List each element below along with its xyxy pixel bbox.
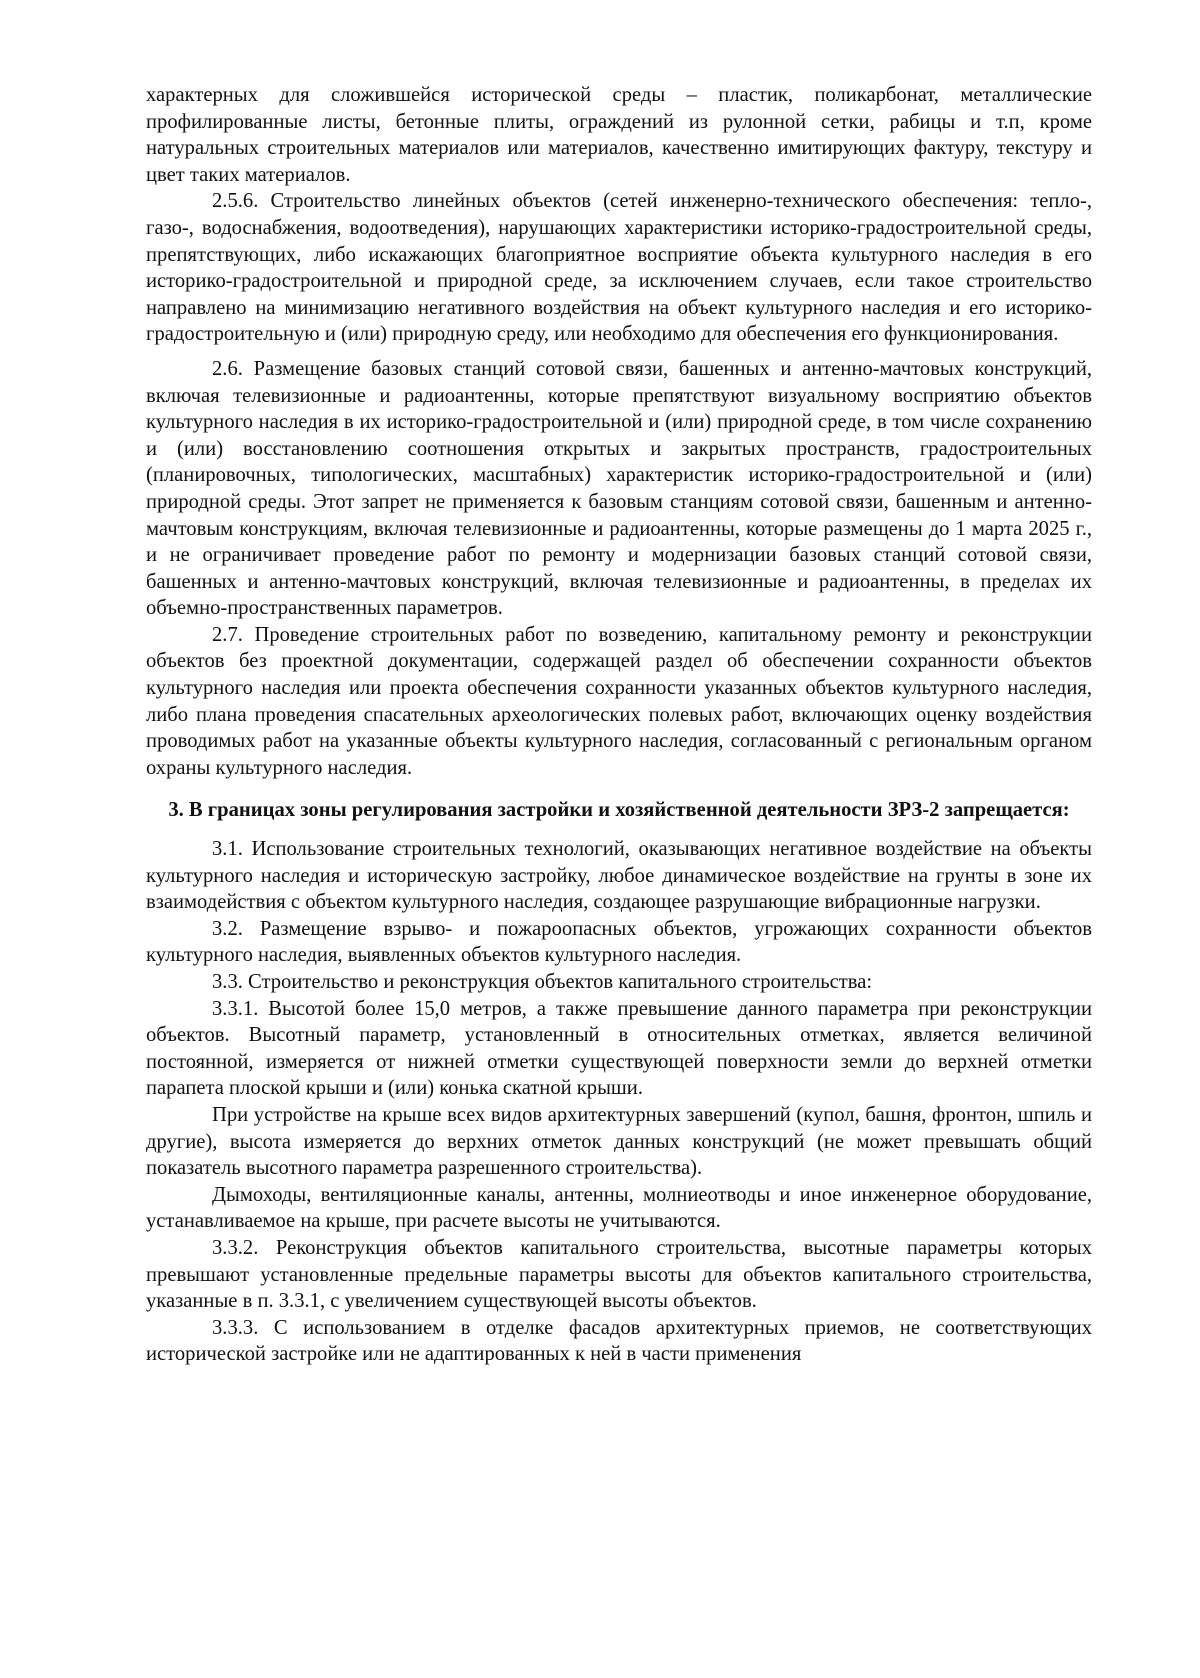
paragraph-3-3-1-chimneys: Дымоходы, вентиляционные каналы, антенны, молниеотводы и иное инженерное оборудование, устанавливаемое на крыше, при расчете высоты не учитываются.	[146, 1183, 1092, 1233]
paragraph-3-3-1: 3.3.1. Высотой более 15,0 метров, а также превышение данного параметра при реконструкции объектов. Высотный параметр, установленный в относительных отметках, является величиной постоянной, измеряется от нижней отметки существующей поверхности земли до верхней отметки парапета плоской крыши и (или) конька скатной крыши.	[146, 997, 1092, 1100]
paragraph-3-3: 3.3. Строительство и реконструкция объектов капитального строительства:	[212, 971, 873, 993]
paragraph-3-2: 3.2. Размещение взрыво- и пожароопасных объектов, угрожающих сохранности объектов культурного наследия, выявленных объектов культурного наследия.	[146, 917, 1092, 967]
paragraph-2-5-6: 2.5.6. Строительство линейных объектов (сетей инженерно-технического обеспечения: тепло-, газо-, водоснабжения, водоотведения), нарушающих характеристики историко-градостроительной среды, препятствующих, либо искажающих благоприятное восприятие объекта культурного наследия в его историко-градостроительной и природной среде, за исключением случаев, если такое строительство направлено на минимизацию негативного воздействия на объект культурного наследия и его историко-градостроительную и (или) природную среду, или необходимо для обеспечения его функционирования.	[146, 190, 1092, 346]
paragraph-3-1: 3.1. Использование строительных технологий, оказывающих негативное воздействие на объекты культурного наследия и историческую застройку, любое динамическое воздействие на грунты в зоне их взаимодействия с объектом культурного наследия, создающее разрушающие вибрационные нагрузки.	[146, 838, 1092, 914]
paragraph-3-3-2: 3.3.2. Реконструкция объектов капитального строительства, высотные параметры которых превышают установленные предельные параметры высоты для объектов капитального строительства, указанные в п. 3.3.1, с увеличением существующей высоты объектов.	[146, 1236, 1092, 1313]
document-page	[146, 82, 1092, 1368]
section-3-heading: 3. В границах зоны регулирования застройки и хозяйственной деятельности ЗРЗ-2 запрещается:	[168, 799, 1070, 822]
paragraph-3-3-3: 3.3.3. С использованием в отделке фасадов архитектурных приемов, не соответствующих исторической застройке или не адаптированных к ней в части применения	[146, 1316, 1092, 1366]
paragraph-2-5-5-continuation: характерных для сложившейся исторической среды – пластик, поликарбонат, металлические профилированные листы, бетонные плиты, ограждений из рулонной сетки, рабицы и т.п, кроме натуральных строительных материалов или материалов, качественно имитирующих фактуру, текстуру и цвет таких материалов.	[146, 84, 1092, 186]
paragraph-2-6: 2.6. Размещение базовых станций сотовой связи, башенных и антенно-мачтовых конструкций, включая телевизионные и радиоантенны, которые препятствуют визуальному восприятию объектов культурного наследия в их историко-градостроительной и (или) природной среде, в том числе сохранению и (или) восстановлению соотношения открытых и закрытых пространств, градостроительных (планировочных, типологических, масштабных) характеристик историко-градостроительной и (или) природной среды. Этот запрет не применяется к базовым станциям сотовой связи, башенным и антенно-мачтовым конструкциям, включая телевизионные и радиоантенны, которые размещены до 1 марта 2025 г., и не ограничивает проведение работ по ремонту и модернизации базовых станций сотовой связи, башенных и антенно-мачтовых конструкций, включая телевизионные и радиоантенны, в пределах их объемно-пространственных параметров.	[146, 357, 1092, 620]
paragraph-2-7: 2.7. Проведение строительных работ по возведению, капитальному ремонту и реконструкции объектов без проектной документации, содержащей раздел об обеспечении сохранности объектов культурного наследия или проекта обеспечения сохранности указанных объектов культурного наследия, либо плана проведения спасательных археологических полевых работ, включающих оценку воздействия проводимых работ на указанные объекты культурного наследия, согласованный с региональным органом охраны культурного наследия.	[146, 623, 1092, 779]
paragraph-3-3-1-roof: При устройстве на крыше всех видов архитектурных завершений (купол, башня, фронтон, шпиль и другие), высота измеряется до верхних отметок данных конструкций (не может превышать общий показатель высотного параметра разрешенного строительства).	[146, 1103, 1092, 1180]
